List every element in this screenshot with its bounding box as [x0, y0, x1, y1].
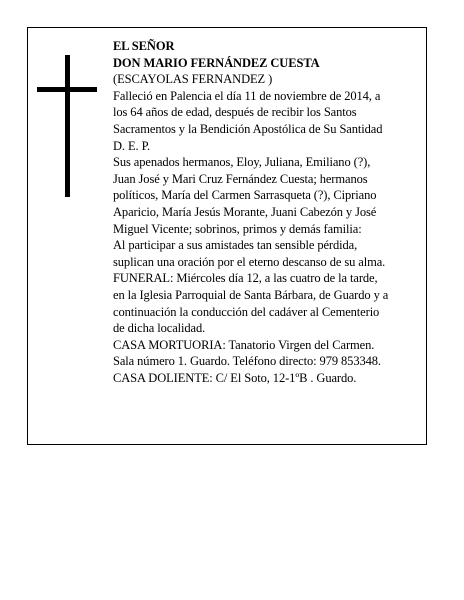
funeral-line: continuación la conducción del cadáver al Cementerio	[113, 304, 380, 319]
cross-horizontal-bar	[37, 87, 97, 92]
death-announcement-line: los 64 años de edad, después de recibir los Santos	[113, 105, 357, 120]
title-line-1: EL SEÑOR	[113, 39, 175, 53]
funeral-line: FUNERAL: Miércoles día 12, a las cuatro de la tarde,	[113, 271, 378, 286]
prayer-request-line: suplican una oración por el eterno descanso de su alma.	[113, 254, 386, 269]
funeral-line: de dicha localidad.	[113, 321, 206, 336]
family-line: Juan José y Mari Cruz Fernández Cuesta; hermanos	[113, 171, 368, 186]
mourning-house-line: CASA DOLIENTE: C/ El Soto, 12-1ºB . Guardo.	[113, 370, 357, 385]
death-announcement-line: Falleció en Palencia el día 11 de noviembre de 2014, a	[113, 88, 381, 103]
deceased-name: DON MARIO FERNÁNDEZ CUESTA	[113, 55, 320, 70]
business-name: (ESCAYOLAS FERNANDEZ )	[113, 72, 273, 87]
funeral-line: en la Iglesia Parroquial de Santa Bárbara, de Guardo y a	[113, 287, 389, 302]
death-announcement-line: Sacramentos y la Bendición Apostólica de Su Santidad	[113, 121, 383, 136]
prayer-request-line: Al participar a sus amistades tan sensible pérdida,	[113, 238, 358, 253]
family-line: Aparicio, María Jesús Morante, Juani Cabezón y José	[113, 204, 377, 219]
family-line: políticos, María del Carmen Sarrasqueta (?), Cipriano	[113, 188, 377, 203]
family-line: Sus apenados hermanos, Eloy, Juliana, Emiliano (?),	[113, 155, 371, 170]
obituary-text	[113, 38, 425, 386]
mortuary-line: CASA MORTUORIA: Tanatorio Virgen del Carmen.	[113, 337, 375, 352]
rip-line: D. E. P.	[113, 138, 151, 153]
family-line: Miguel Vicente; sobrinos, primos y demás familia:	[113, 221, 362, 236]
mortuary-line: Sala número 1. Guardo. Teléfono directo: 979 853348.	[113, 354, 381, 369]
cross-vertical-bar	[65, 55, 70, 197]
